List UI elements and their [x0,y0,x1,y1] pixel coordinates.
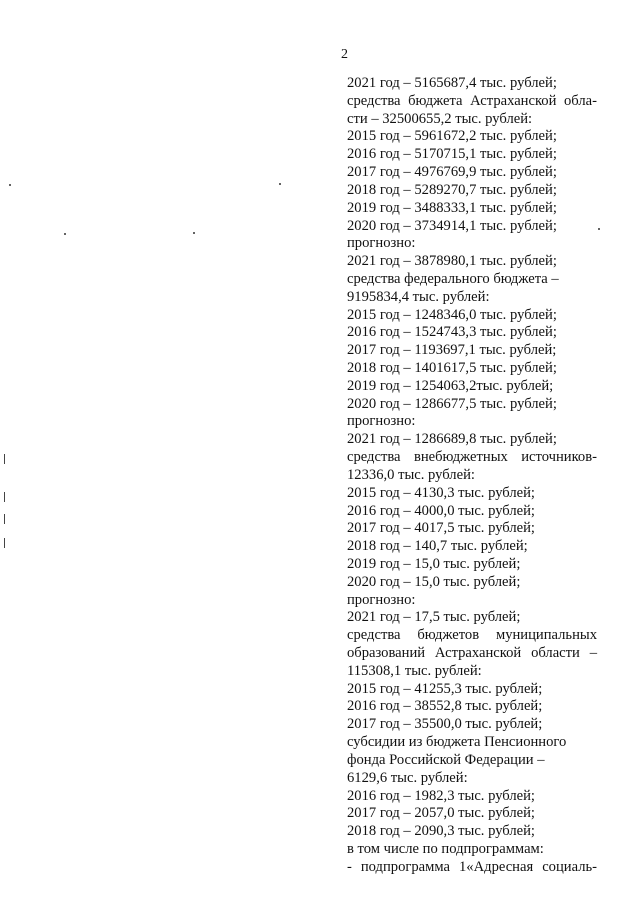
text-line: - подпрограмма 1«Адресная социаль- [347,858,597,875]
text-line: 2016 год – 4000,0 тыс. рублей; [347,502,535,519]
text-line: 2016 год – 1524743,3 тыс. рублей; [347,324,557,341]
financing-text-column [347,75,597,877]
text-line: 2015 год – 5961672,2 тыс. рублей; [347,128,557,145]
text-line: 2020 год – 15,0 тыс. рублей; [347,573,521,590]
text-line: 115308,1 тыс. рублей: [347,662,482,679]
text-line: фонда Российской Федерации – [347,751,545,768]
text-line: 2017 год – 4017,5 тыс. рублей; [347,520,535,537]
text-line: 2017 год – 35500,0 тыс. рублей; [347,716,543,733]
text-line: 2016 год – 5170715,1 тыс. рублей; [347,146,557,163]
text-line: 2018 год – 1401617,5 тыс. рублей; [347,360,557,376]
text-line: 2021 год – 3878980,1 тыс. рублей; [347,253,557,270]
text-line: сти – 32500655,2 тыс. рублей: [347,110,533,127]
text-line: 2017 год – 4976769,9 тыс. рублей; [347,164,557,181]
text-line: прогнозно: [347,591,416,608]
text-line: 2016 год – 1982,3 тыс. рублей; [347,787,535,804]
text-line: средства внебюджетных источников- [347,449,597,466]
text-line: 2020 год – 1286677,5 тыс. рублей; [347,395,557,412]
text-line: средства федерального бюджета – [347,270,559,287]
text-line: 2015 год – 41255,3 тыс. рублей; [347,680,543,697]
text-line: 2015 год – 1248346,0 тыс. рублей; [347,306,557,323]
text-line: 2021 год – 17,5 тыс. рублей; [347,609,521,626]
text-line: 2019 год – 1254063,2тыс. рублей; [347,377,554,394]
text-line: 2019 год – 3488333,1 тыс. рублей; [347,199,557,216]
text-line: 2016 год – 38552,8 тыс. рублей; [347,698,543,715]
page-number: 2 [341,47,348,62]
text-line: 9195834,4 тыс. рублей: [347,288,490,305]
text-line: 2021 год – 5165687,4 тыс. рублей; [347,75,557,91]
text-line: 2017 год – 1193697,1 тыс. рублей; [347,342,557,359]
text-line: прогнозно: [347,413,416,430]
text-line: средства бюджетов муниципальных [347,627,597,644]
text-line: 12336,0 тыс. рублей: [347,466,475,483]
text-line: 2015 год – 4130,3 тыс. рублей; [347,484,535,501]
text-line: 2020 год – 3734914,1 тыс. рублей; [347,217,557,234]
text-line: 2017 год – 2057,0 тыс. рублей; [347,805,535,822]
text-line: 2018 год – 2090,3 тыс. рублей; [347,823,535,840]
text-line: прогнозно: [347,235,416,252]
text-line: 2021 год – 1286689,8 тыс. рублей; [347,431,557,448]
text-line: в том числе по подпрограммам: [347,840,544,857]
text-line: 2018 год – 5289270,7 тыс. рублей; [347,181,557,198]
text-line: 6129,6 тыс. рублей: [347,769,468,786]
text-line: средства бюджета Астраханской обла- [347,92,597,109]
text-line: образований Астраханской области – [347,645,597,661]
text-line: субсидии из бюджета Пенсионного [347,734,567,751]
text-line: 2018 год – 140,7 тыс. рублей; [347,538,528,555]
text-line: 2019 год – 15,0 тыс. рублей; [347,555,521,572]
